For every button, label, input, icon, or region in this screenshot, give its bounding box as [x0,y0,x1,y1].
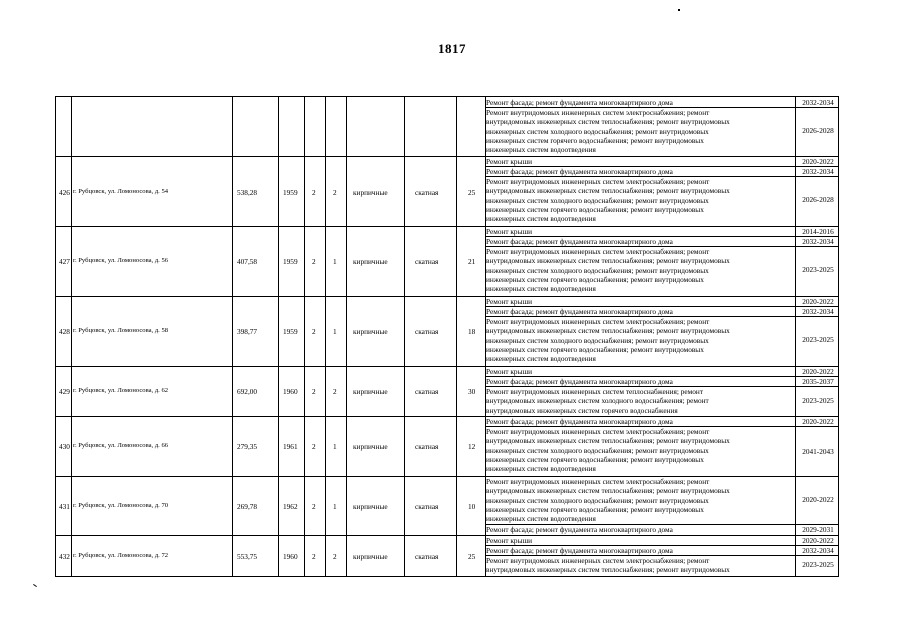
work-period: 2032-2034 [802,307,834,316]
wall-material: кирпичные [353,257,388,266]
construction-year: 1960 [283,387,298,396]
work-period: 2032-2034 [802,98,834,107]
repair-schedule-table [55,96,839,577]
construction-year: 1961 [283,442,298,451]
work-period: 2041-2043 [802,447,834,456]
wall-material: кирпичные [353,502,388,511]
row-number: 426 [59,188,70,197]
work-description: Ремонт крыши [486,536,533,545]
floors-count: 2 [312,387,316,396]
wall-material: кирпичные [353,327,388,336]
building-area: 279,35 [237,442,258,451]
roof-type: скатная [415,257,439,266]
work-description: Ремонт фасада; ремонт фундамента многоквартирного дома [486,546,673,555]
work-period: 2023-2025 [802,396,834,405]
work-period: 2020-2022 [802,367,834,376]
work-period: 2032-2034 [802,546,834,555]
flats-count: 21 [468,257,476,266]
work-description: Ремонт внутридомовых инженерных систем электроснабжения; ремонт внутридомовых инженерных систем теплоснабжения; ремонт внутридомовых [486,556,730,575]
floors-count: 2 [312,442,316,451]
construction-year: 1959 [283,257,298,266]
work-description: Ремонт фасада; ремонт фундамента многоквартирного дома [486,307,673,316]
building-address: г. Рубцовск, ул. Ломоносова, д. 66 [73,442,169,449]
construction-year: 1962 [283,502,298,511]
work-description: Ремонт фасада; ремонт фундамента многоквартирного дома [486,98,673,107]
flats-count: 12 [468,442,476,451]
roof-type: скатная [415,188,439,197]
work-description: Ремонт крыши [486,227,533,236]
column-divider [278,97,279,576]
roof-type: скатная [415,552,439,561]
building-address: г. Рубцовск, ул. Ломоносова, д. 70 [73,502,169,509]
work-description: Ремонт внутридомовых инженерных систем электроснабжения; ремонт внутридомовых инженерных систем теплоснабжения; ремонт внутридомовых инженерных систем холодного водоснабжения; ремонт внутридомовых инженерных систем горячего водоснабжения; ремонт внутридомовых инженерных систем водоотведения [486,477,730,524]
building-address: г. Рубцовск, ул. Ломоносова, д. 54 [73,188,169,195]
work-description: Ремонт внутридомовых инженерных систем теплоснабжения; ремонт внутридомовых инженерных систем холодного водоснабжения; ремонт внутридомовых инженерных систем горячего водоснабжения [486,387,709,415]
work-period: 2020-2022 [802,297,834,306]
work-period: 2020-2022 [802,495,834,504]
column-divider [71,97,72,576]
work-period: 2023-2025 [802,560,834,569]
work-period: 2026-2028 [802,195,834,204]
roof-type: скатная [415,327,439,336]
entrances-count: 1 [333,502,337,511]
work-period: 2026-2028 [802,126,834,135]
row-number: 432 [59,552,70,561]
work-description: Ремонт внутридомовых инженерных систем электроснабжения; ремонт внутридомовых инженерных систем теплоснабжения; ремонт внутридомовых инженерных систем холодного водоснабжения; ремонт внутридомовых инженерных систем горячего водоснабжения; ремонт внутридомовых инженерных систем водоотведения [486,427,730,474]
building-area: 269,78 [237,502,258,511]
entrances-count: 2 [333,387,337,396]
work-description: Ремонт внутридомовых инженерных систем электроснабжения; ремонт внутридомовых инженерных систем теплоснабжения; ремонт внутридомовых инженерных систем холодного водоснабжения; ремонт внутридомовых инженерных систем горячего водоснабжения; ремонт внутридомовых инженерных систем водоотведения [486,247,730,294]
page-number: 1817 [438,41,466,56]
floors-count: 2 [312,552,316,561]
floors-count: 2 [312,327,316,336]
row-number: 430 [59,442,70,451]
wall-material: кирпичные [353,442,388,451]
flats-count: 25 [468,188,476,197]
entrances-count: 2 [333,188,337,197]
entrances-count: 1 [333,327,337,336]
floors-count: 2 [312,257,316,266]
work-period: 2020-2022 [802,536,834,545]
column-divider [346,97,347,576]
work-description: Ремонт фасада; ремонт фундамента многоквартирного дома [486,417,673,426]
building-address: г. Рубцовск, ул. Ломоносова, д. 56 [73,257,169,264]
flats-count: 30 [468,387,476,396]
building-area: 538,28 [237,188,258,197]
work-description: Ремонт крыши [486,367,533,376]
work-description: Ремонт фасада; ремонт фундамента многоквартирного дома [486,237,673,246]
column-divider [304,97,305,576]
building-address: г. Рубцовск, ул. Ломоносова, д. 58 [73,327,169,334]
floors-count: 2 [312,188,316,197]
work-period: 2035-2037 [802,377,834,386]
flats-count: 10 [468,502,476,511]
wall-material: кирпичные [353,188,388,197]
entrances-count: 1 [333,442,337,451]
wall-material: кирпичные [353,552,388,561]
roof-type: скатная [415,387,439,396]
work-description: Ремонт внутридомовых инженерных систем электроснабжения; ремонт внутридомовых инженерных систем теплоснабжения; ремонт внутридомовых инженерных систем холодного водоснабжения; ремонт внутридомовых инженерных систем горячего водоснабжения; ремонт внутридомовых инженерных систем водоотведения [486,177,730,224]
column-divider [232,97,233,576]
row-number: 427 [59,257,70,266]
roof-type: скатная [415,502,439,511]
scan-speck [33,584,37,587]
row-number: 429 [59,387,70,396]
scan-speck [678,9,680,11]
column-divider [456,97,457,576]
work-description: Ремонт фасада; ремонт фундамента многоквартирного дома [486,377,673,386]
work-description: Ремонт крыши [486,157,533,166]
building-address: г. Рубцовск, ул. Ломоносова, д. 72 [73,552,169,559]
building-area: 553,75 [237,552,258,561]
work-period: 2014-2016 [802,227,834,236]
wall-material: кирпичные [353,387,388,396]
work-period: 2020-2022 [802,157,834,166]
construction-year: 1959 [283,327,298,336]
work-period: 2020-2022 [802,417,834,426]
work-period: 2023-2025 [802,335,834,344]
work-description: Ремонт внутридомовых инженерных систем электроснабжения; ремонт внутридомовых инженерных систем теплоснабжения; ремонт внутридомовых инженерных систем холодного водоснабжения; ремонт внутридомовых инженерных систем горячего водоснабжения; ремонт внутридомовых инженерных систем водоотведения [486,108,730,155]
work-description: Ремонт фасада; ремонт фундамента многоквартирного дома [486,167,673,176]
work-period: 2032-2034 [802,167,834,176]
roof-type: скатная [415,442,439,451]
column-divider [404,97,405,576]
entrances-count: 1 [333,257,337,266]
row-number: 431 [59,502,70,511]
row-number: 428 [59,327,70,336]
work-period: 2032-2034 [802,237,834,246]
work-description: Ремонт фасада; ремонт фундамента многоквартирного дома [486,525,673,534]
floors-count: 2 [312,502,316,511]
column-divider [325,97,326,576]
building-address: г. Рубцовск, ул. Ломоносова, д. 62 [73,387,169,394]
work-description: Ремонт внутридомовых инженерных систем электроснабжения; ремонт внутридомовых инженерных систем теплоснабжения; ремонт внутридомовых инженерных систем холодного водоснабжения; ремонт внутридомовых инженерных систем горячего водоснабжения; ремонт внутридомовых инженерных систем водоотведения [486,317,730,364]
flats-count: 18 [468,327,476,336]
construction-year: 1960 [283,552,298,561]
building-area: 407,58 [237,257,258,266]
work-period: 2023-2025 [802,265,834,274]
construction-year: 1959 [283,188,298,197]
building-area: 692,00 [237,387,258,396]
building-area: 398,77 [237,327,258,336]
entrances-count: 2 [333,552,337,561]
work-description: Ремонт крыши [486,297,533,306]
work-period: 2029-2031 [802,525,834,534]
flats-count: 25 [468,552,476,561]
